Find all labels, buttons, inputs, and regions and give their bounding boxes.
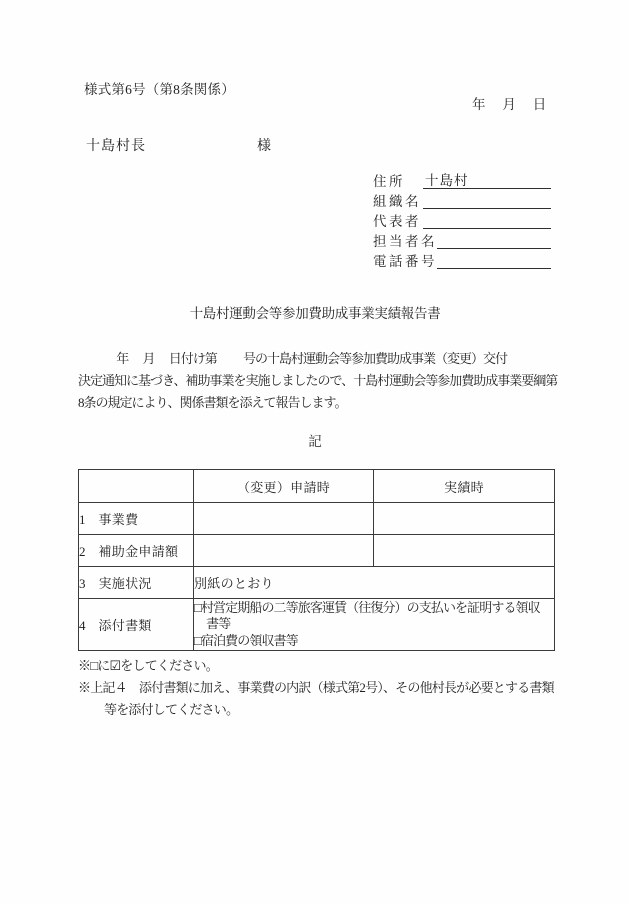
corner-blank-cell: [79, 470, 194, 503]
row-number: 2: [79, 544, 86, 559]
addressee-line: [86, 135, 271, 155]
lodging-receipt-option: □宿泊費の領収書等: [194, 632, 298, 648]
row-label: 実施状況: [98, 576, 152, 591]
phone-number-field-value: [437, 268, 551, 269]
notes-section: [78, 655, 554, 721]
section-marker: 記: [308, 434, 322, 449]
address-field-row: [373, 169, 551, 189]
row-label: 添付書類: [98, 618, 152, 633]
table-header-row: [79, 470, 555, 503]
row-number: 1: [79, 512, 86, 527]
project-cost-row: [79, 503, 555, 535]
organization-field-value: [423, 208, 551, 209]
row-number: 4: [79, 618, 86, 633]
addressee-honorific: 様: [257, 139, 271, 154]
address-field-label: 住所: [373, 174, 405, 189]
note-attachment-line-1: ※上記４ 添付書類に加え、事業費の内訳（様式第2号）、その他村長が必要とする書類: [78, 680, 554, 695]
attached-documents-row: [79, 599, 555, 651]
representative-field-value: [423, 228, 551, 229]
implementation-status-row: [79, 567, 555, 599]
representative-field-row: [373, 209, 551, 229]
contact-person-field-label: 担当者名: [373, 234, 437, 249]
note-attachment-line-2: 等を添付してください。: [104, 702, 239, 717]
paragraph-line-2: 決定通知に基づき、補助事業を実施しましたので、十島村運動会等参加費助成事業要綱第: [78, 373, 558, 388]
ferry-fare-receipt-option-continued: 書等: [194, 616, 231, 632]
paragraph-line-1: 年 月 日付け第 号の十島村運動会等参加費助成事業（変更）交付: [78, 351, 508, 366]
representative-field-label: 代表者: [373, 214, 421, 229]
subsidy-amount-application-cell: [194, 535, 374, 567]
address-field-value: 十島村: [423, 173, 551, 189]
document-title: 十島村運動会等参加費助成事業実績報告書: [189, 306, 441, 321]
implementation-status-value: 別紙のとおり: [194, 567, 555, 599]
date-placeholder-line: 年 月 日: [472, 97, 547, 112]
project-cost-application-cell: [194, 503, 374, 535]
subsidy-amount-row: [79, 535, 555, 567]
row-number: 3: [79, 576, 86, 591]
implementation-status-label-cell: [79, 567, 194, 599]
contact-person-field-value: [437, 248, 551, 249]
row-label: 事業費: [98, 512, 139, 527]
application-column-header: （変更）申請時: [194, 470, 374, 503]
subsidy-amount-label-cell: [79, 535, 194, 567]
form-number-label: 様式第6号（第8条関係）: [84, 82, 235, 97]
applicant-info-block: [373, 169, 551, 269]
organization-field-label: 組織名: [373, 194, 421, 209]
project-cost-actual-cell: [374, 503, 555, 535]
organization-field-row: [373, 189, 551, 209]
attachment-checklist: [194, 599, 555, 651]
subsidy-amount-actual-cell: [374, 535, 555, 567]
row-label: 補助金申請額: [98, 544, 179, 559]
paragraph-line-3: 8条の規定により、関係書類を添えて報告します。: [78, 395, 347, 410]
phone-number-field-label: 電話番号: [373, 254, 437, 269]
results-report-table: [78, 469, 555, 651]
attached-documents-label-cell: [79, 599, 194, 651]
body-paragraph: [78, 348, 568, 414]
project-cost-label-cell: [79, 503, 194, 535]
actual-column-header: 実績時: [374, 470, 555, 503]
addressee-name: 十島村長: [86, 139, 146, 154]
note-checkbox-instruction: ※□に☑をしてください。: [78, 658, 218, 673]
contact-person-field-row: [373, 229, 551, 249]
phone-number-field-row: [373, 249, 551, 269]
ferry-fare-receipt-option: □村営定期船の二等旅客運賃（往復分）の支払いを証明する領収: [194, 599, 540, 615]
